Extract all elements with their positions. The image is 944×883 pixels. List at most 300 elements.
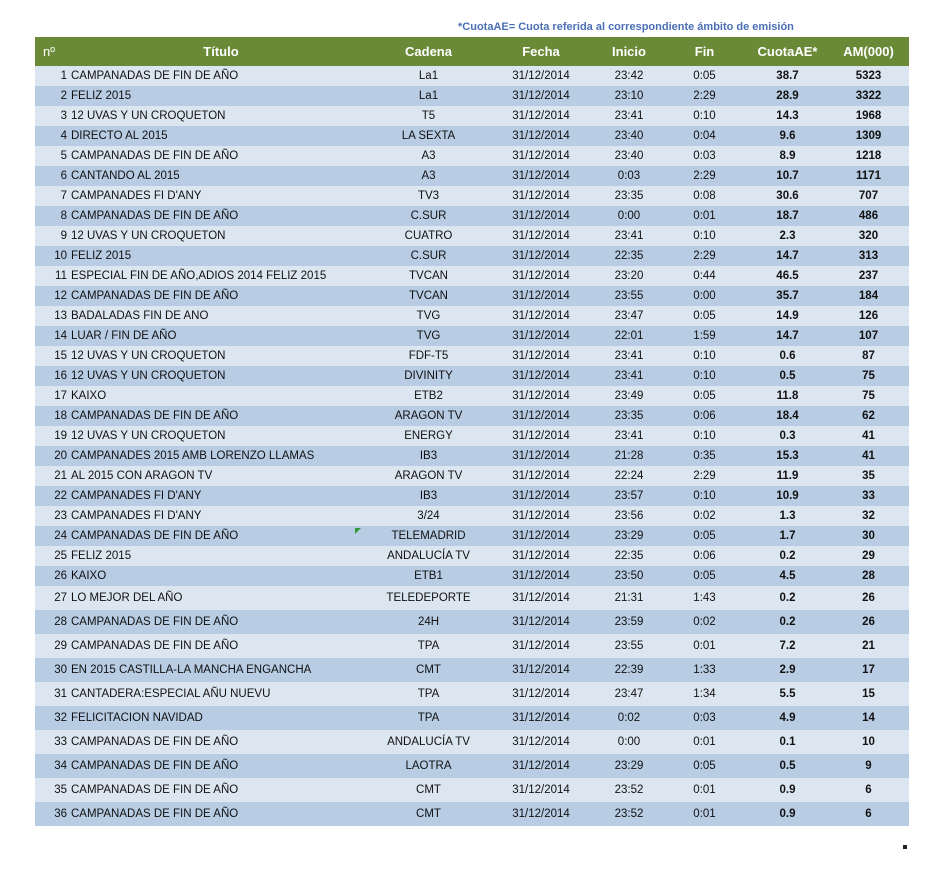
- row-date: 31/12/2014: [486, 634, 596, 658]
- row-audience: 126: [828, 306, 909, 326]
- row-end: 0:02: [662, 610, 747, 634]
- row-title: CAMPANADAS DE FIN DE AÑO: [71, 754, 371, 778]
- row-audience: 21: [828, 634, 909, 658]
- row-start: 0:00: [596, 730, 662, 754]
- row-start: 23:47: [596, 682, 662, 706]
- row-audience: 1309: [828, 126, 909, 146]
- row-share: 0.2: [747, 586, 828, 610]
- row-number: 3: [35, 106, 71, 126]
- row-channel: TVCAN: [371, 286, 486, 306]
- row-date: 31/12/2014: [486, 266, 596, 286]
- row-audience: 9: [828, 754, 909, 778]
- row-title: LO MEJOR DEL AÑO: [71, 586, 371, 610]
- table-row[interactable]: [35, 206, 909, 226]
- header-end[interactable]: Fin: [662, 37, 747, 66]
- row-channel: TELEMADRID: [371, 526, 486, 546]
- row-share: 14.7: [747, 246, 828, 266]
- row-end: 0:10: [662, 226, 747, 246]
- row-start: 0:03: [596, 166, 662, 186]
- table-row[interactable]: [35, 366, 909, 386]
- table-row[interactable]: [35, 406, 909, 426]
- table-row[interactable]: [35, 286, 909, 306]
- row-start: 0:02: [596, 706, 662, 730]
- table-row[interactable]: [35, 586, 909, 610]
- row-channel: TV3: [371, 186, 486, 206]
- row-date: 31/12/2014: [486, 506, 596, 526]
- row-start: 23:20: [596, 266, 662, 286]
- header-channel[interactable]: Cadena: [371, 37, 486, 66]
- row-number: 35: [35, 778, 71, 802]
- row-share: 1.7: [747, 526, 828, 546]
- row-title: CAMPANADES FI D'ANY: [71, 186, 371, 206]
- row-date: 31/12/2014: [486, 486, 596, 506]
- row-end: 1:34: [662, 682, 747, 706]
- row-channel: TPA: [371, 706, 486, 730]
- row-number: 32: [35, 706, 71, 730]
- cell-comment-indicator: [355, 528, 361, 534]
- row-share: 1.3: [747, 506, 828, 526]
- row-number: 31: [35, 682, 71, 706]
- header-num[interactable]: nº: [35, 37, 71, 66]
- row-title: 12 UVAS Y UN CROQUETON: [71, 366, 371, 386]
- row-title: CAMPANADES FI D'ANY: [71, 506, 371, 526]
- table-row[interactable]: [35, 546, 909, 566]
- row-share: 4.5: [747, 566, 828, 586]
- row-audience: 30: [828, 526, 909, 546]
- row-audience: 486: [828, 206, 909, 226]
- resize-handle[interactable]: [903, 845, 907, 849]
- table-row[interactable]: [35, 506, 909, 526]
- row-end: 2:29: [662, 166, 747, 186]
- row-share: 0.6: [747, 346, 828, 366]
- row-number: 33: [35, 730, 71, 754]
- table-row[interactable]: [35, 266, 909, 286]
- row-share: 14.7: [747, 326, 828, 346]
- row-start: 23:41: [596, 226, 662, 246]
- row-start: 0:00: [596, 206, 662, 226]
- row-audience: 320: [828, 226, 909, 246]
- row-share: 0.5: [747, 754, 828, 778]
- table-header-row: [35, 37, 909, 66]
- row-channel: La1: [371, 86, 486, 106]
- row-title: CAMPANADAS DE FIN DE AÑO: [71, 66, 371, 86]
- header-date[interactable]: Fecha: [486, 37, 596, 66]
- row-share: 11.8: [747, 386, 828, 406]
- row-start: 23:35: [596, 186, 662, 206]
- table-row[interactable]: [35, 610, 909, 634]
- row-date: 31/12/2014: [486, 586, 596, 610]
- row-channel: A3: [371, 146, 486, 166]
- row-end: 0:10: [662, 346, 747, 366]
- row-title: FELICITACION NAVIDAD: [71, 706, 371, 730]
- row-date: 31/12/2014: [486, 610, 596, 634]
- row-end: 0:05: [662, 566, 747, 586]
- row-number: 5: [35, 146, 71, 166]
- table-row[interactable]: [35, 86, 909, 106]
- row-audience: 32: [828, 506, 909, 526]
- row-title: 12 UVAS Y UN CROQUETON: [71, 426, 371, 446]
- table-row[interactable]: [35, 146, 909, 166]
- row-number: 17: [35, 386, 71, 406]
- row-audience: 62: [828, 406, 909, 426]
- row-channel: TVG: [371, 306, 486, 326]
- header-start[interactable]: Inicio: [596, 37, 662, 66]
- row-start: 23:42: [596, 66, 662, 86]
- row-title: CAMPANADAS DE FIN DE AÑO: [71, 802, 371, 826]
- row-audience: 26: [828, 586, 909, 610]
- row-number: 2: [35, 86, 71, 106]
- row-end: 0:05: [662, 526, 747, 546]
- row-end: 0:10: [662, 366, 747, 386]
- row-end: 0:08: [662, 186, 747, 206]
- row-share: 0.2: [747, 546, 828, 566]
- row-audience: 107: [828, 326, 909, 346]
- row-number: 8: [35, 206, 71, 226]
- row-title: EN 2015 CASTILLA-LA MANCHA ENGANCHA: [71, 658, 371, 682]
- row-title: CAMPANADAS DE FIN DE AÑO: [71, 146, 371, 166]
- row-start: 23:29: [596, 526, 662, 546]
- row-channel: ARAGON TV: [371, 466, 486, 486]
- row-start: 23:10: [596, 86, 662, 106]
- row-share: 35.7: [747, 286, 828, 306]
- row-date: 31/12/2014: [486, 66, 596, 86]
- row-audience: 35: [828, 466, 909, 486]
- row-audience: 87: [828, 346, 909, 366]
- row-date: 31/12/2014: [486, 566, 596, 586]
- row-date: 31/12/2014: [486, 206, 596, 226]
- row-channel: CMT: [371, 658, 486, 682]
- audience-table: [35, 37, 909, 826]
- row-number: 23: [35, 506, 71, 526]
- row-channel: ANDALUCÍA TV: [371, 730, 486, 754]
- row-date: 31/12/2014: [486, 326, 596, 346]
- row-share: 8.9: [747, 146, 828, 166]
- row-date: 31/12/2014: [486, 466, 596, 486]
- table-row[interactable]: [35, 306, 909, 326]
- table-row[interactable]: [35, 634, 909, 658]
- row-date: 31/12/2014: [486, 406, 596, 426]
- row-date: 31/12/2014: [486, 546, 596, 566]
- row-title: CANTANDO AL 2015: [71, 166, 371, 186]
- row-date: 31/12/2014: [486, 802, 596, 826]
- row-share: 28.9: [747, 86, 828, 106]
- footnote-share-definition: *CuotaAE= Cuota referida al correspondiente ámbito de emisión: [458, 21, 794, 33]
- row-channel: IB3: [371, 486, 486, 506]
- table-row[interactable]: [35, 246, 909, 266]
- row-title: FELIZ 2015: [71, 546, 371, 566]
- row-number: 29: [35, 634, 71, 658]
- row-number: 21: [35, 466, 71, 486]
- row-number: 1: [35, 66, 71, 86]
- table-row[interactable]: [35, 186, 909, 206]
- row-number: 6: [35, 166, 71, 186]
- row-start: 23:47: [596, 306, 662, 326]
- row-channel: La1: [371, 66, 486, 86]
- row-date: 31/12/2014: [486, 706, 596, 730]
- row-audience: 1968: [828, 106, 909, 126]
- row-title: CAMPANADAS DE FIN DE AÑO: [71, 206, 371, 226]
- row-number: 18: [35, 406, 71, 426]
- row-title: 12 UVAS Y UN CROQUETON: [71, 106, 371, 126]
- row-channel: LA SEXTA: [371, 126, 486, 146]
- row-end: 0:00: [662, 286, 747, 306]
- row-audience: 41: [828, 446, 909, 466]
- row-share: 18.4: [747, 406, 828, 426]
- row-title: CAMPANADAS DE FIN DE AÑO: [71, 286, 371, 306]
- table-row[interactable]: [35, 682, 909, 706]
- row-start: 23:41: [596, 106, 662, 126]
- row-share: 4.9: [747, 706, 828, 730]
- row-channel: 3/24: [371, 506, 486, 526]
- row-date: 31/12/2014: [486, 286, 596, 306]
- row-end: 0:04: [662, 126, 747, 146]
- row-channel: DIVINITY: [371, 366, 486, 386]
- row-title: KAIXO: [71, 566, 371, 586]
- row-start: 22:35: [596, 546, 662, 566]
- row-channel: C.SUR: [371, 206, 486, 226]
- header-title[interactable]: Título: [71, 37, 371, 66]
- row-channel: TPA: [371, 634, 486, 658]
- row-start: 23:29: [596, 754, 662, 778]
- row-share: 0.9: [747, 802, 828, 826]
- row-audience: 17: [828, 658, 909, 682]
- row-date: 31/12/2014: [486, 246, 596, 266]
- row-end: 0:06: [662, 546, 747, 566]
- table-row[interactable]: [35, 566, 909, 586]
- row-audience: 1218: [828, 146, 909, 166]
- row-number: 36: [35, 802, 71, 826]
- table-row[interactable]: [35, 386, 909, 406]
- row-number: 12: [35, 286, 71, 306]
- row-date: 31/12/2014: [486, 682, 596, 706]
- row-share: 15.3: [747, 446, 828, 466]
- row-share: 30.6: [747, 186, 828, 206]
- row-start: 22:39: [596, 658, 662, 682]
- row-share: 7.2: [747, 634, 828, 658]
- row-channel: CUATRO: [371, 226, 486, 246]
- row-channel: ETB1: [371, 566, 486, 586]
- row-end: 2:29: [662, 86, 747, 106]
- row-share: 2.3: [747, 226, 828, 246]
- row-start: 23:40: [596, 146, 662, 166]
- row-title: FELIZ 2015: [71, 246, 371, 266]
- row-channel: CMT: [371, 802, 486, 826]
- table-row[interactable]: [35, 446, 909, 466]
- row-share: 0.2: [747, 610, 828, 634]
- row-number: 27: [35, 586, 71, 610]
- table-row[interactable]: [35, 730, 909, 754]
- row-channel: FDF-T5: [371, 346, 486, 366]
- row-end: 0:03: [662, 146, 747, 166]
- row-date: 31/12/2014: [486, 386, 596, 406]
- row-channel: TPA: [371, 682, 486, 706]
- row-number: 28: [35, 610, 71, 634]
- row-start: 22:35: [596, 246, 662, 266]
- row-share: 0.3: [747, 426, 828, 446]
- row-number: 34: [35, 754, 71, 778]
- row-title: CAMPANADAS DE FIN DE AÑO: [71, 406, 371, 426]
- row-start: 23:40: [596, 126, 662, 146]
- row-end: 0:05: [662, 754, 747, 778]
- row-channel: ANDALUCÍA TV: [371, 546, 486, 566]
- row-end: 2:29: [662, 466, 747, 486]
- row-audience: 29: [828, 546, 909, 566]
- table-row[interactable]: [35, 126, 909, 146]
- row-date: 31/12/2014: [486, 366, 596, 386]
- row-number: 20: [35, 446, 71, 466]
- row-title: LUAR / FIN DE AÑO: [71, 326, 371, 346]
- row-title: CAMPANADES 2015 AMB LORENZO LLAMAS: [71, 446, 371, 466]
- row-number: 26: [35, 566, 71, 586]
- row-title: 12 UVAS Y UN CROQUETON: [71, 346, 371, 366]
- table-row[interactable]: [35, 166, 909, 186]
- table-row[interactable]: [35, 778, 909, 802]
- row-end: 0:10: [662, 426, 747, 446]
- row-number: 4: [35, 126, 71, 146]
- row-number: 24: [35, 526, 71, 546]
- row-end: 0:01: [662, 730, 747, 754]
- table-row[interactable]: [35, 226, 909, 246]
- row-audience: 15: [828, 682, 909, 706]
- row-channel: ENERGY: [371, 426, 486, 446]
- row-start: 23:49: [596, 386, 662, 406]
- row-channel: CMT: [371, 778, 486, 802]
- row-share: 0.9: [747, 778, 828, 802]
- row-share: 9.6: [747, 126, 828, 146]
- table-row[interactable]: [35, 426, 909, 446]
- row-date: 31/12/2014: [486, 658, 596, 682]
- row-start: 23:35: [596, 406, 662, 426]
- row-start: 23:55: [596, 286, 662, 306]
- row-share: 11.9: [747, 466, 828, 486]
- row-channel: LAOTRA: [371, 754, 486, 778]
- table-row[interactable]: [35, 526, 909, 546]
- row-end: 0:10: [662, 486, 747, 506]
- row-start: 23:52: [596, 802, 662, 826]
- row-number: 7: [35, 186, 71, 206]
- row-audience: 3322: [828, 86, 909, 106]
- table-row[interactable]: [35, 466, 909, 486]
- row-share: 10.7: [747, 166, 828, 186]
- row-date: 31/12/2014: [486, 754, 596, 778]
- table-row[interactable]: [35, 802, 909, 826]
- row-share: 0.1: [747, 730, 828, 754]
- row-channel: T5: [371, 106, 486, 126]
- table-row[interactable]: [35, 326, 909, 346]
- row-audience: 184: [828, 286, 909, 306]
- row-date: 31/12/2014: [486, 166, 596, 186]
- row-audience: 313: [828, 246, 909, 266]
- row-number: 11: [35, 266, 71, 286]
- row-share: 10.9: [747, 486, 828, 506]
- row-date: 31/12/2014: [486, 446, 596, 466]
- row-audience: 26: [828, 610, 909, 634]
- row-date: 31/12/2014: [486, 146, 596, 166]
- row-audience: 10: [828, 730, 909, 754]
- row-end: 0:06: [662, 406, 747, 426]
- table-row[interactable]: [35, 486, 909, 506]
- row-end: 1:59: [662, 326, 747, 346]
- row-end: 0:01: [662, 206, 747, 226]
- row-date: 31/12/2014: [486, 426, 596, 446]
- row-start: 21:28: [596, 446, 662, 466]
- row-number: 30: [35, 658, 71, 682]
- table-row[interactable]: [35, 754, 909, 778]
- row-share: 18.7: [747, 206, 828, 226]
- table-row[interactable]: [35, 658, 909, 682]
- row-end: 0:10: [662, 106, 747, 126]
- row-audience: 5323: [828, 66, 909, 86]
- row-number: 16: [35, 366, 71, 386]
- row-date: 31/12/2014: [486, 226, 596, 246]
- row-title: AL 2015 CON ARAGON TV: [71, 466, 371, 486]
- row-audience: 237: [828, 266, 909, 286]
- row-audience: 14: [828, 706, 909, 730]
- row-audience: 28: [828, 566, 909, 586]
- row-title: FELIZ 2015: [71, 86, 371, 106]
- row-title: CAMPANADAS DE FIN DE AÑO: [71, 634, 371, 658]
- table-row[interactable]: [35, 106, 909, 126]
- row-date: 31/12/2014: [486, 186, 596, 206]
- row-start: 23:41: [596, 366, 662, 386]
- row-channel: IB3: [371, 446, 486, 466]
- table-row[interactable]: [35, 706, 909, 730]
- row-number: 14: [35, 326, 71, 346]
- row-share: 46.5: [747, 266, 828, 286]
- row-title: ESPECIAL FIN DE AÑO,ADIOS 2014 FELIZ 2015: [71, 266, 371, 286]
- row-audience: 75: [828, 366, 909, 386]
- row-title: CAMPANADES FI D'ANY: [71, 486, 371, 506]
- row-title: CAMPANADAS DE FIN DE AÑO: [71, 730, 371, 754]
- header-share[interactable]: CuotaAE*: [747, 37, 828, 66]
- row-start: 21:31: [596, 586, 662, 610]
- row-share: 38.7: [747, 66, 828, 86]
- row-channel: TVCAN: [371, 266, 486, 286]
- row-audience: 75: [828, 386, 909, 406]
- row-channel: A3: [371, 166, 486, 186]
- row-title: 12 UVAS Y UN CROQUETON: [71, 226, 371, 246]
- header-am[interactable]: AM(000): [828, 37, 909, 66]
- row-start: 22:24: [596, 466, 662, 486]
- row-audience: 41: [828, 426, 909, 446]
- table-row[interactable]: [35, 66, 909, 86]
- table-body: [35, 66, 909, 826]
- row-channel: C.SUR: [371, 246, 486, 266]
- row-channel: TVG: [371, 326, 486, 346]
- row-number: 19: [35, 426, 71, 446]
- row-date: 31/12/2014: [486, 730, 596, 754]
- row-share: 2.9: [747, 658, 828, 682]
- row-date: 31/12/2014: [486, 106, 596, 126]
- row-start: 23:50: [596, 566, 662, 586]
- row-end: 0:01: [662, 802, 747, 826]
- row-channel: TELEDEPORTE: [371, 586, 486, 610]
- row-number: 10: [35, 246, 71, 266]
- table-row[interactable]: [35, 346, 909, 366]
- row-title: CAMPANADAS DE FIN DE AÑO: [71, 610, 371, 634]
- row-start: 23:52: [596, 778, 662, 802]
- row-number: 13: [35, 306, 71, 326]
- row-number: 25: [35, 546, 71, 566]
- row-start: 23:41: [596, 346, 662, 366]
- row-end: 0:01: [662, 778, 747, 802]
- row-end: 0:05: [662, 66, 747, 86]
- row-end: 0:05: [662, 306, 747, 326]
- row-title: DIRECTO AL 2015: [71, 126, 371, 146]
- row-date: 31/12/2014: [486, 346, 596, 366]
- row-title: CAMPANADAS DE FIN DE AÑO: [71, 526, 371, 546]
- row-audience: 33: [828, 486, 909, 506]
